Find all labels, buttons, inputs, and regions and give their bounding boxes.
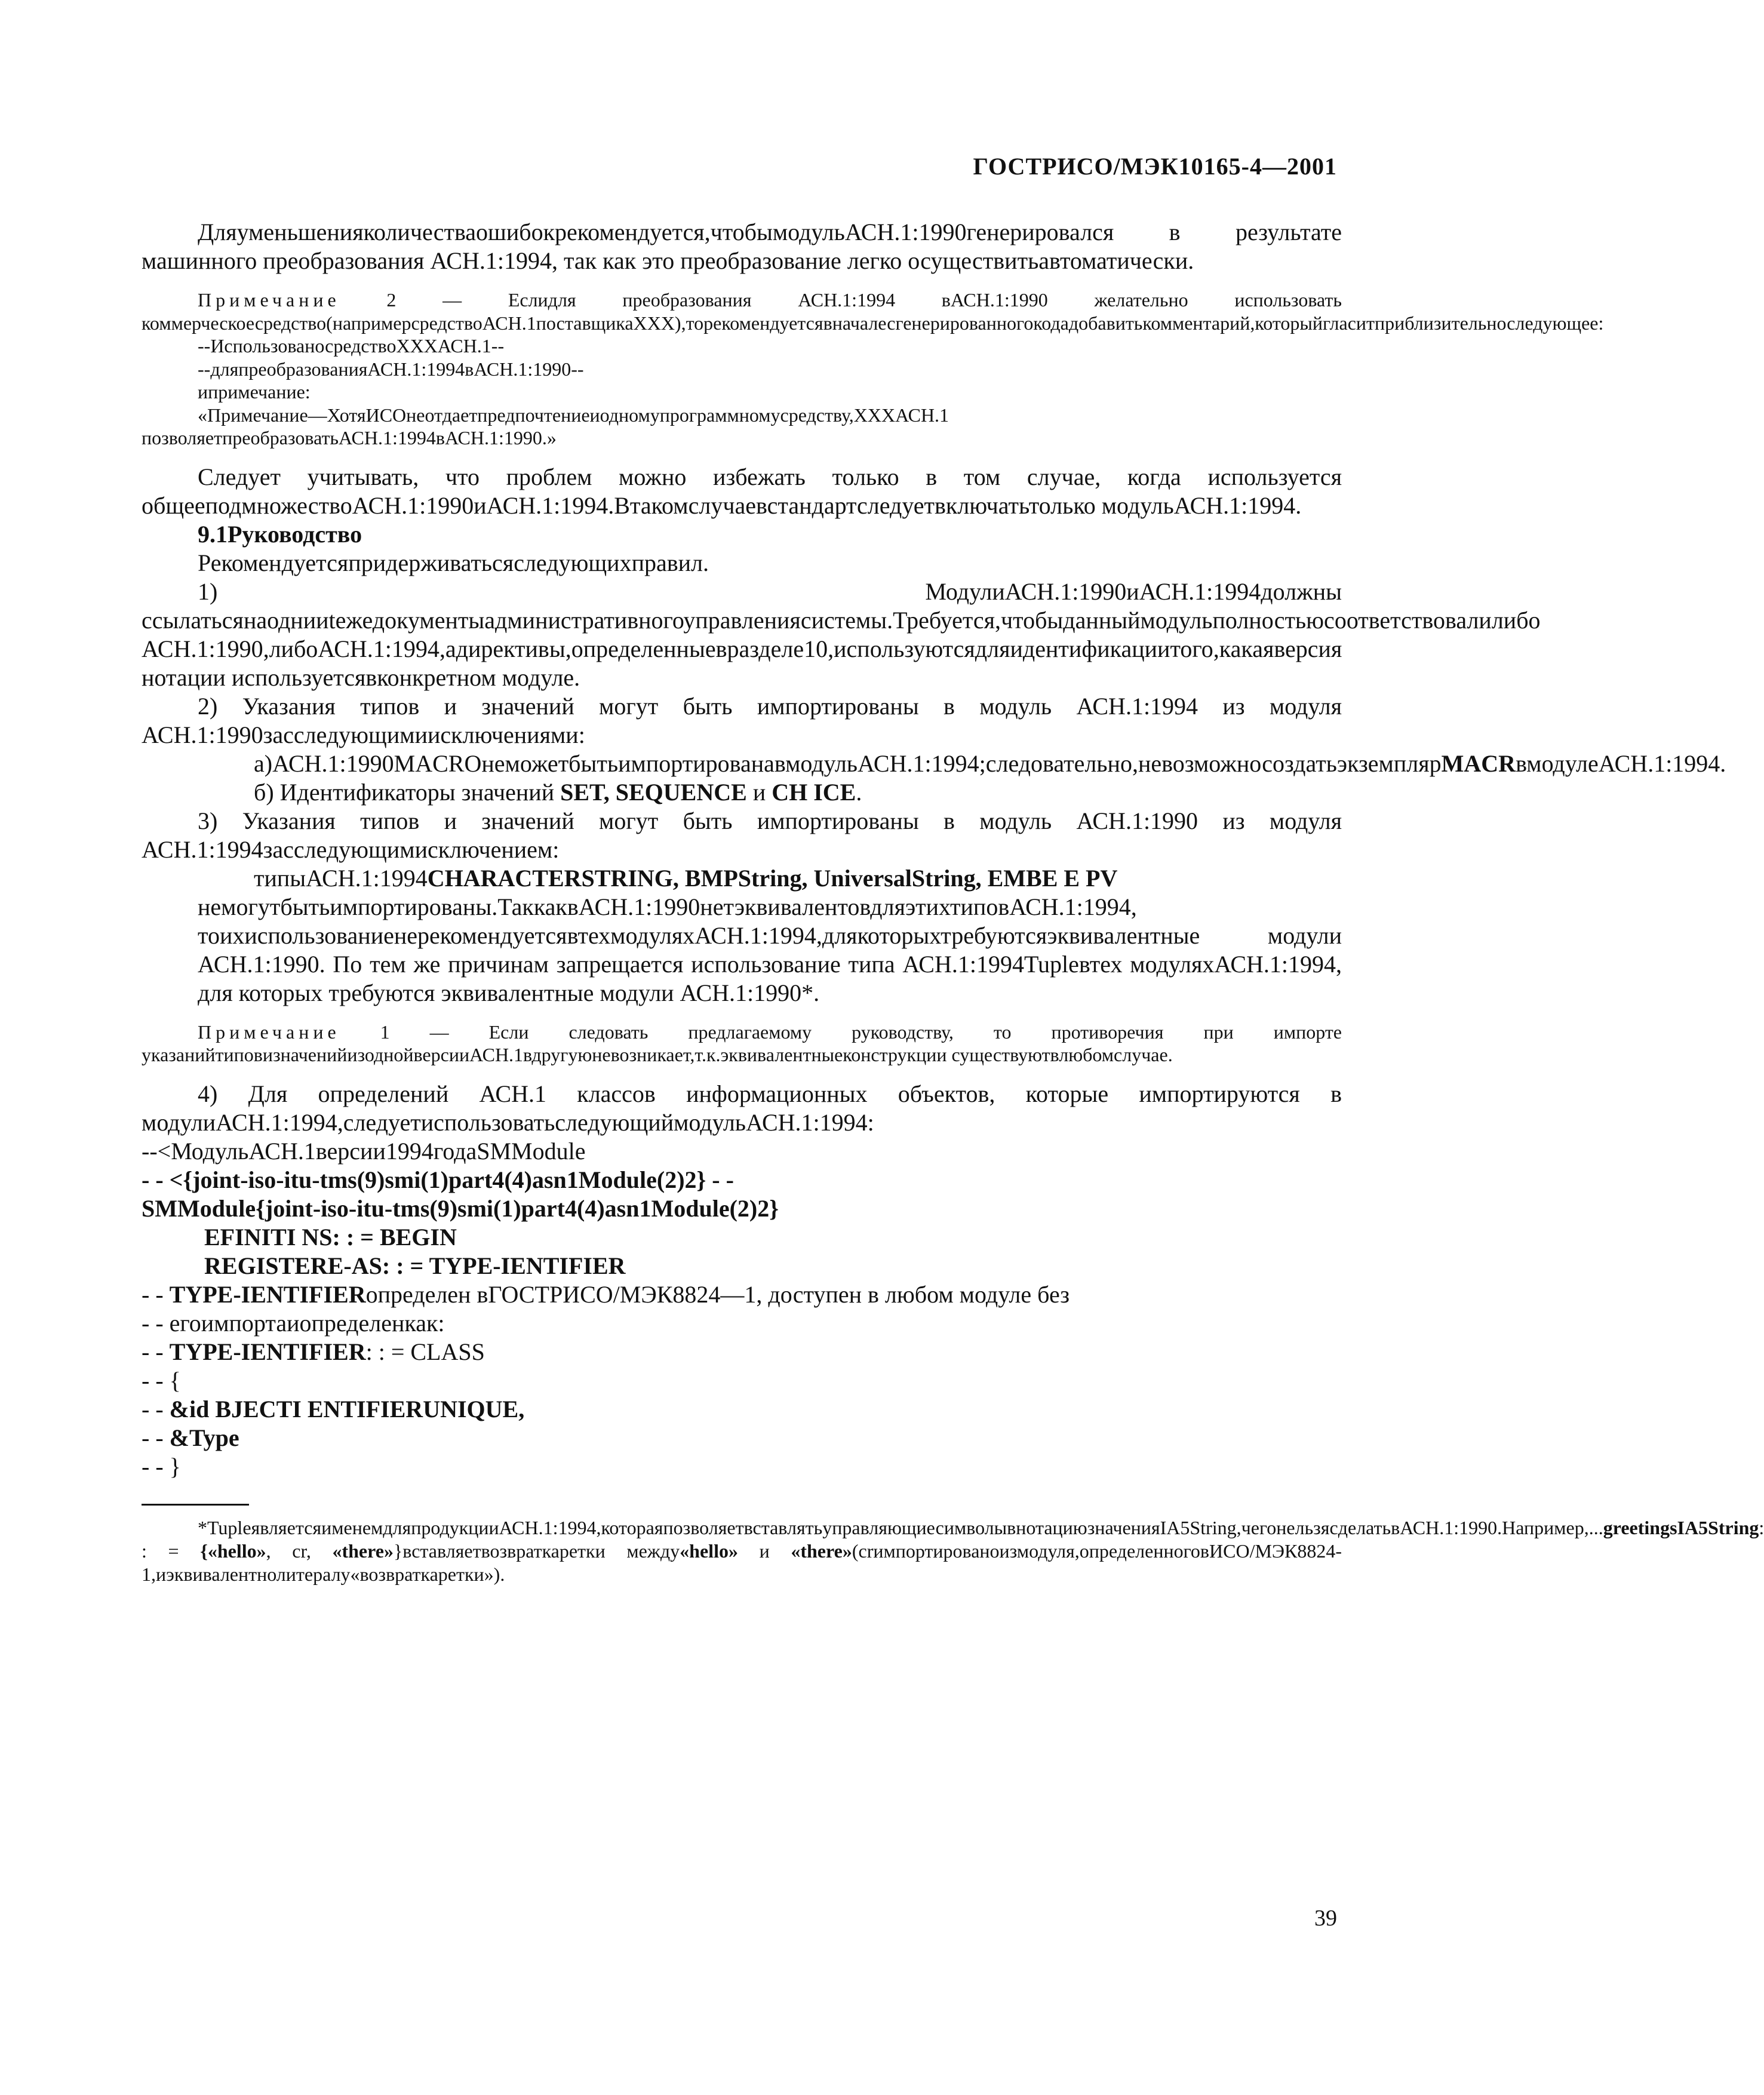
- footnote-rule: [142, 1504, 249, 1506]
- code-block: [142, 1137, 1342, 1481]
- item-3: 3) Указания типов и значений могут быть импортированы в модуль АСН.1:1990 из модуля АСН.1:1994засследующимисключением:: [142, 807, 1342, 863]
- code-line-3: SMModule{joint-iso-itu-tms(9)smi(1)part4(4)asn1Module(2)2}: [142, 1194, 779, 1222]
- code-line-2: - - <{joint-iso-itu-tms(9)smi(1)part4(4)asn1Module(2)2} - -: [142, 1166, 734, 1193]
- item-3-continuation: немогутбытьимпортированы.ТаккаквАСН.1:1990нетэквивалентовдляэтихтиповАСН.1:1994, тоихиспользованиенерекомендуетсявтехмодуляхАСН.1:1994,длякоторыхтребуютсяэквивалентные модули АСН.1:1990. По тем же причинам запрещается использование типа АСН.1:1994Tupleвтех модуляхАСН.1:1994, для которых требуются эквивалентные модули АСН.1:1990*.: [198, 893, 1342, 1006]
- code-line-12: - - }: [142, 1452, 181, 1480]
- page-content: [142, 218, 1764, 1586]
- document-header: ГОСТРИСО/МЭК10165-4—2001: [973, 153, 1337, 180]
- code-line-1: --<МодульАСН.1версии1994годаSMModule: [142, 1137, 586, 1165]
- code-line-7: - - егоимпортаиопределенкак:: [142, 1309, 445, 1337]
- note-2-line-2: --дляпреобразованияАСН.1:1994вАСН.1:1990--: [198, 358, 584, 380]
- item-4: 4) Для определений АСН.1 классов информационных объектов, которые импортируются в модулиАСН.1:1994,следуетиспользоватьследующиймодульАСН.1:1994:: [142, 1080, 1342, 1136]
- item-2: 2) Указания типов и значений могут быть импортированы в модуль АСН.1:1994 из модуля АСН.1:1990засследующимиисключениями:: [142, 692, 1342, 748]
- note-1: [142, 1021, 1342, 1067]
- note-2-text: 2 — Еслидля преобразования АСН.1:1994 вАСН.1:1990 желательно использовать коммерческоесредство(напримерсредствоАСН.1поставщикаXXX),торекомендуетсявначалесгенерированногокодадобавитькомментарий,которыйгласитприблизительноследующее:: [142, 289, 1604, 334]
- intro-paragraph: Дляуменьшенияколичестваошибокрекомендуется,чтобымодульАСН.1:1990генерировался в результате машинного преобразования АСН.1:1994, так как это преобразование легко осуществитьавтоматически.: [142, 219, 1342, 274]
- code-line-5: REGISTERE-AS: : = TYPE-IENTIFIER: [204, 1252, 626, 1279]
- note-2-line-4: «Примечание—ХотяИСОнеотдаетпредпочтениеиодномупрограммномусредству,XXXАСН.1 позволяетпреобразоватьАСН.1:1994вАСН.1:1990.»: [142, 404, 949, 449]
- page-number: 39: [1314, 1906, 1337, 1931]
- section-intro: Рекомендуетсяпридерживатьсяследующихправил.: [198, 549, 709, 576]
- code-line-9: - - {: [142, 1366, 181, 1394]
- note-1-label: Примечание: [198, 1021, 340, 1043]
- item-2b: б) Идентификаторы значений SET, SEQUENCE и CH ICE.: [254, 778, 862, 806]
- section-heading: 9.1Руководство: [198, 520, 362, 548]
- note-2: [142, 288, 1604, 450]
- note-2-label: Примечание: [198, 289, 340, 311]
- item-2a: а)АСН.1:1990MACROнеможетбытьимпортированавмодульАСН.1:1994;следовательно,невозможносоздатьэкземплярMACRвмодулеАСН.1:1994.: [254, 749, 1726, 777]
- item-2a-bold: MACR: [1441, 749, 1516, 777]
- code-line-10: - - &id BJECTI ENTIFIERUNIQUE,: [142, 1395, 525, 1423]
- note-1-text: 1 — Если следовать предлагаемому руководству, то противоречия при импорте указанийтиповизначенийизоднойверсииАСН.1вдругуюневозникает,т.к.эквивалентныеконструкции существуютвлюбомслучае.: [142, 1021, 1342, 1065]
- item-3-types: типыАСН.1:1994CHARACTERSTRING, BMPString, UniversalString, EMBE E PV: [254, 864, 1118, 892]
- note-2-line-3: ипримечание:: [198, 381, 311, 403]
- code-line-6: - - TYPE-IENTIFIERопределен вГОСТРИСО/МЭК8824—1, доступен в любом модуле без: [142, 1280, 1070, 1308]
- footnote: *TupleявляетсяименемдляпродукцииАСН.1:1994,котораяпозволяетвставлятьуправляющиесимволывнотациюзначенияIA5String,чегонельзясделатьвАСН.1:1990.Например,...greetingsIA5String: : = {«hello», cr, «there»}вставляетвозвраткаретки между«hello» и «there»(crимпортированоизмодуля,определенноговИСО/МЭК8824-1,иэквивалентнолитералу«возвраткаретки»).: [142, 1516, 1764, 1585]
- note-2-line-1: --ИспользованосредствоXXXАСН.1--: [198, 335, 505, 357]
- code-line-11: - - &Type: [142, 1424, 239, 1451]
- item-1: 1) МодулиАСН.1:1990иАСН.1:1994должны ссылатьсянаоднииtежедокументыадминистративногоуправлениясистемы.Требуется,чтобыданныймодульполностьюсоответствовалилибо АСН.1:1990,либоАСН.1:1994,адирективы,определенныевразделе10,используютсядляидентификациитого,какаяверсия нотации используетсявконкретном модуле.: [142, 577, 1541, 691]
- code-line-8: - - TYPE-IENTIFIER: : = CLASS: [142, 1338, 485, 1365]
- code-line-4: EFINITI NS: : = BEGIN: [204, 1223, 457, 1251]
- paragraph-consider: Следует учитывать, что проблем можно избежать только в том случае, когда используется общееподмножествоАСН.1:1990иАСН.1:1994.Втакомслучаевстандартследуетвключатьтолько модульАСН.1:1994.: [142, 463, 1342, 519]
